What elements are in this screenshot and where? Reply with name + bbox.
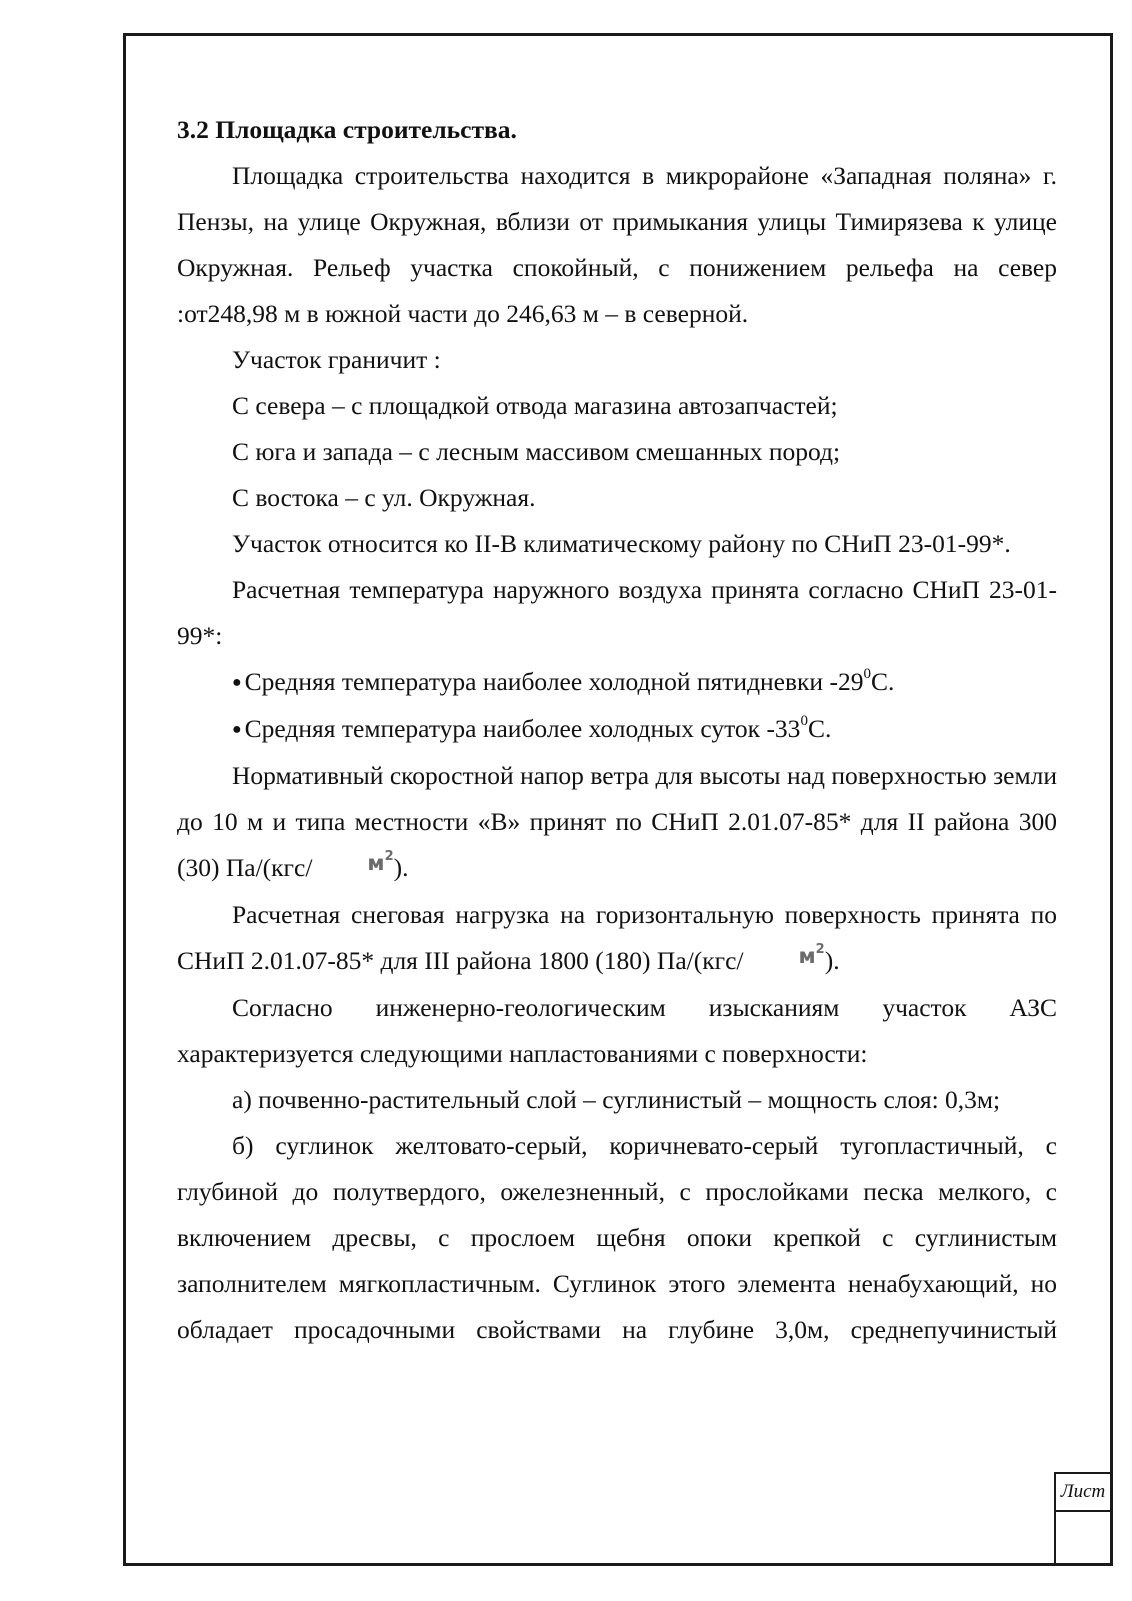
unit-square-meter: $м^2$ — [798, 942, 825, 968]
paragraph-geology-intro: Согласно инженерно-геологическим изысканиям участок АЗС характеризуется следующими напластованиями с поверхности: — [177, 993, 1057, 1068]
paragraph-boundary-south-west: С юга и запада – с лесным массивом смешанных пород; — [232, 437, 841, 466]
sheet-label: Лист — [1056, 1474, 1110, 1512]
sheet-stamp — [1054, 1472, 1110, 1563]
paragraph-soil-layer-b: б) суглинок желтовато-серый, коричневато-серый тугопластичный, с глубиной до полутвердого, ожелезненный, с прослойками песка мелкого, с включением дресвы, с прослоем щебня опоки крепкой с суглинистым заполнителем мягкопластичным. Суглинок этого элемента ненабухающий, но обладает просадочными свойствами на глубине 3,0м, среднепучинистый — [177, 1131, 1057, 1344]
paragraph-boundary-north: С севера – с площадкой отвода магазина автозапчастей; — [232, 391, 838, 420]
bullet-five-day-temperature: ● Средняя температура наиболее холодной пятидневки $-29^0С$. — [232, 666, 895, 696]
bullet-dot-icon: ● — [232, 721, 242, 738]
paragraph-wind-load: Нормативный скоростной напор ветра для высоты над поверхностью земли до 10 м и типа местности «В» принят по СНиП 2.01.07-85* для II района 300 (30) Па/(кгс/ $м^2$). — [177, 753, 1057, 892]
unit-square-meter: $м^2$ — [367, 849, 394, 875]
paragraph-site-location: Площадка строительства находится в микрорайоне «Западная поляна» г. Пензы, на улице Окружная, вблизи от примыкания улицы Тимирязева к улице Окружная. Рельеф участка спокойный, с понижением рельефа на север :от248,98 м в южной части до 246,63 м – в северной. — [177, 161, 1057, 328]
paragraph-boundaries-intro: Участок граничит : — [232, 345, 441, 374]
document-body — [177, 107, 1057, 1353]
bullet-dot-icon: ● — [232, 674, 242, 691]
paragraph-boundary-east: С востока – с ул. Окружная. — [232, 483, 536, 512]
paragraph-climate-region: Участок относится ко II-В климатическому району по СНиП 23-01-99*. — [232, 529, 1011, 558]
paragraph-snow-load: Расчетная снеговая нагрузка на горизонтальную поверхность принята по СНиП 2.01.07-85* для III района 1800 (180) Па/(кгс/ $м^2$). — [177, 892, 1057, 985]
bullet-daily-temperature: ● Средняя температура наиболее холодных суток $-33^0С$. — [232, 713, 832, 743]
paragraph-design-temperature: Расчетная температура наружного воздуха принята согласно СНиП 23-01-99*: — [177, 575, 1057, 650]
paragraph-soil-layer-a: а) почвенно-растительный слой – суглинистый – мощность слоя: 0,3м; — [232, 1085, 1001, 1114]
section-heading: 3.2 Площадка строительства. — [177, 115, 517, 144]
